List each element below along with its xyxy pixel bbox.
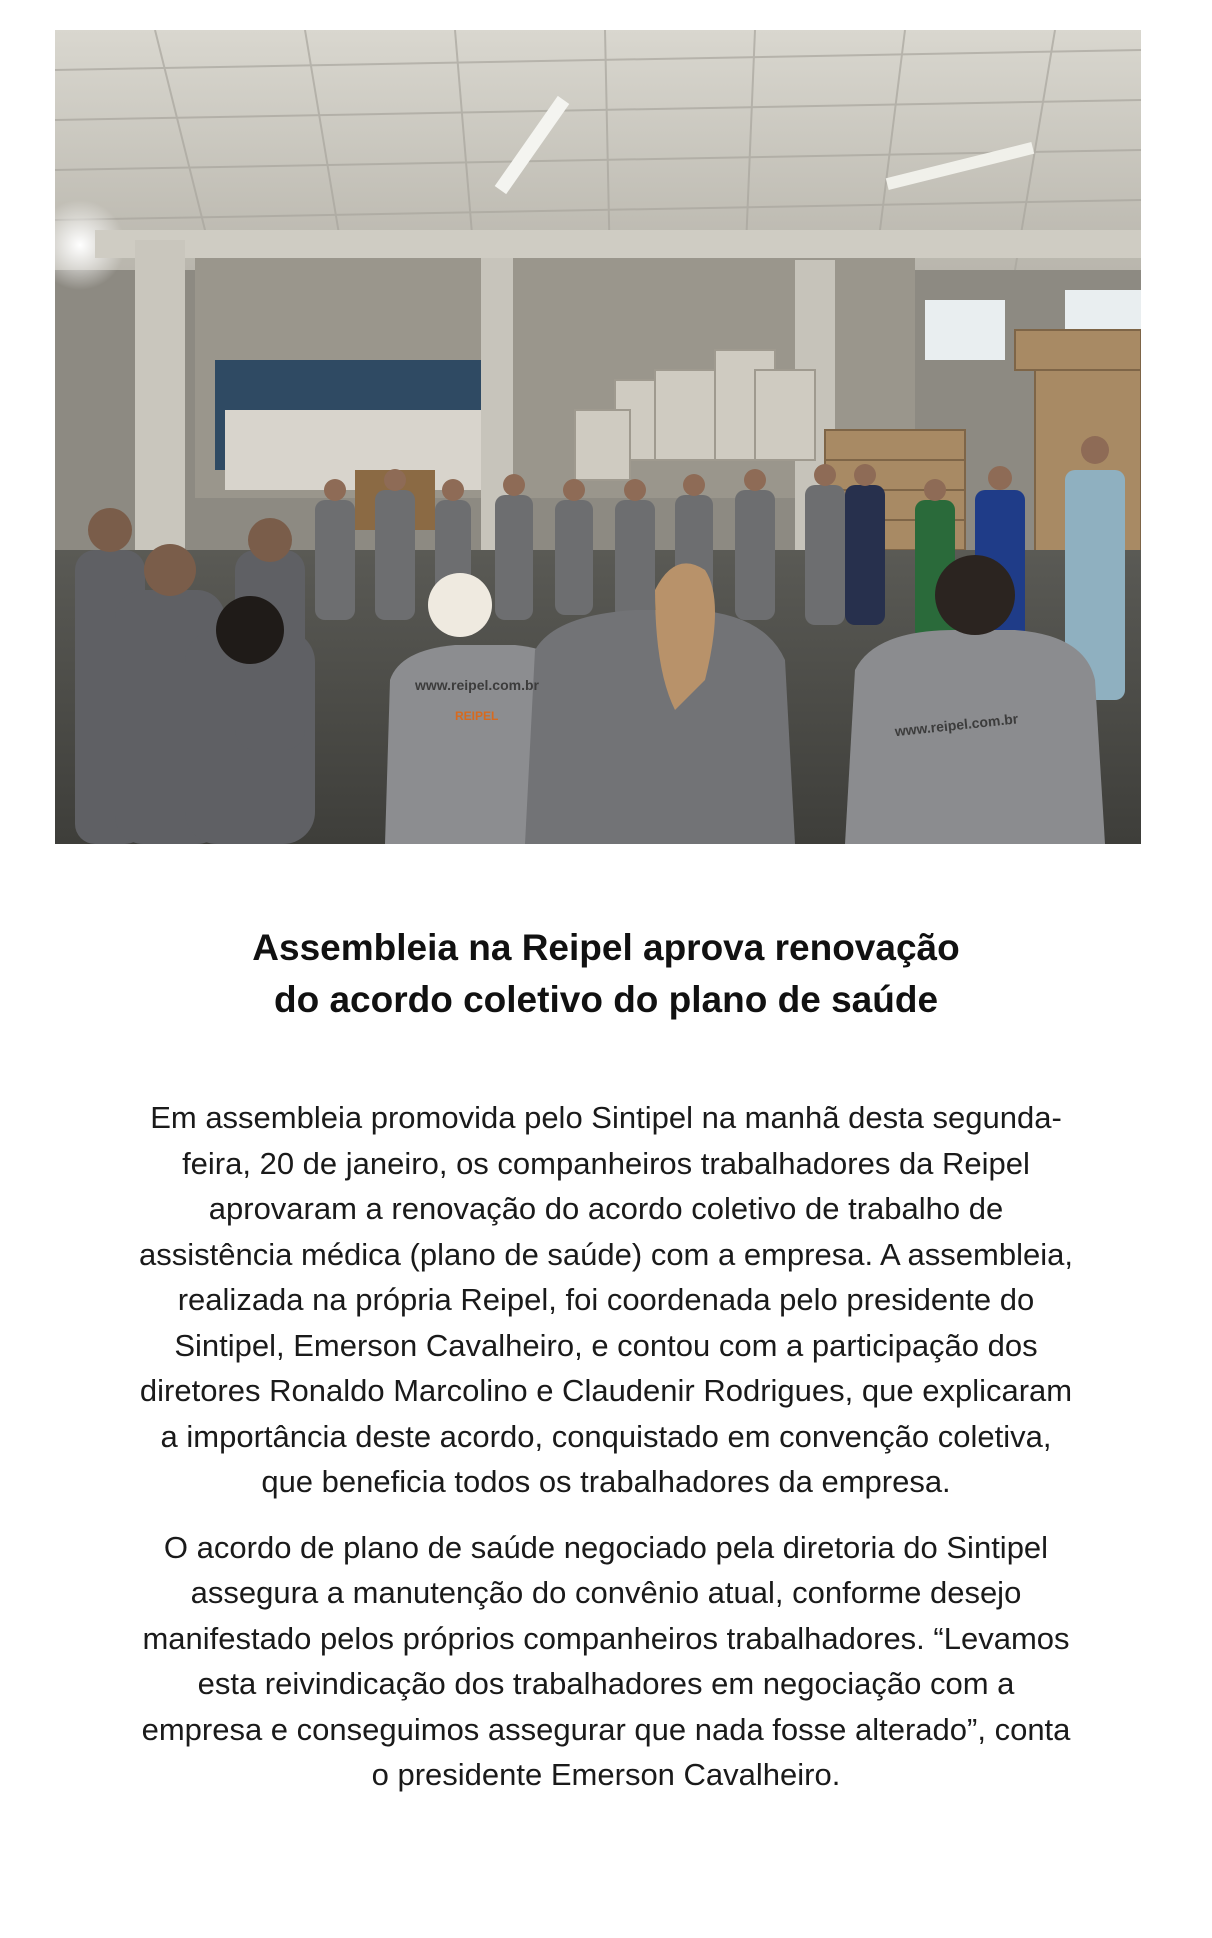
shirt-url-right: www.reipel.com.br: [893, 710, 1019, 740]
article-photo: [55, 30, 1141, 844]
paragraph-line: esta reivindicação dos trabalhadores em negociação com a: [197, 1666, 1015, 1701]
paragraph-line: O acordo de plano de saúde negociado pela diretoria do Sintipel: [163, 1529, 1049, 1565]
article-body: [45, 1095, 1167, 1818]
article-paragraph: [45, 1525, 1167, 1798]
shirt-url-left: www.reipel.com.br: [415, 677, 539, 693]
paragraph-line: manifestado pelos próprios companheiros trabalhadores. “Levamos: [142, 1620, 1070, 1656]
paragraph-line: Em assembleia promovida pelo Sintipel na manhã desta segunda-: [150, 1100, 1062, 1135]
paragraph-line: diretores Ronaldo Marcolino e Claudenir Rodrigues, que explicaram: [139, 1373, 1073, 1408]
paragraph-line: a importância deste acordo, conquistado em convenção coletiva,: [160, 1418, 1052, 1454]
paragraph-line: assistência médica (plano de saúde) com a empresa. A assembleia,: [139, 1236, 1073, 1272]
shirt-brand-left: REIPEL: [455, 709, 499, 723]
headline-line: do acordo coletivo do plano de saúde: [273, 979, 939, 1020]
paragraph-line: Sintipel, Emerson Cavalheiro, e contou com a participação dos: [174, 1327, 1038, 1363]
factory-assembly-photo: [55, 30, 1141, 844]
paragraph-line: aprovaram a renovação do acordo coletivo de trabalho de: [208, 1191, 1004, 1226]
paragraph-line: realizada na própria Reipel, foi coordenada pelo presidente do: [177, 1282, 1035, 1317]
headline-line: Assembleia na Reipel aprova renovação: [252, 927, 960, 968]
paragraph-line: empresa e conseguimos assegurar que nada fosse alterado”, conta: [141, 1711, 1071, 1747]
paragraph-line: que beneficia todos os trabalhadores da empresa.: [261, 1464, 951, 1499]
paragraph-line: o presidente Emerson Cavalheiro.: [371, 1757, 841, 1792]
article-headline: [100, 922, 1112, 1026]
article-paragraph: [45, 1095, 1167, 1505]
paragraph-line: feira, 20 de janeiro, os companheiros trabalhadores da Reipel: [182, 1145, 1030, 1181]
paragraph-line: assegura a manutenção do convênio atual, conforme desejo: [190, 1575, 1022, 1610]
